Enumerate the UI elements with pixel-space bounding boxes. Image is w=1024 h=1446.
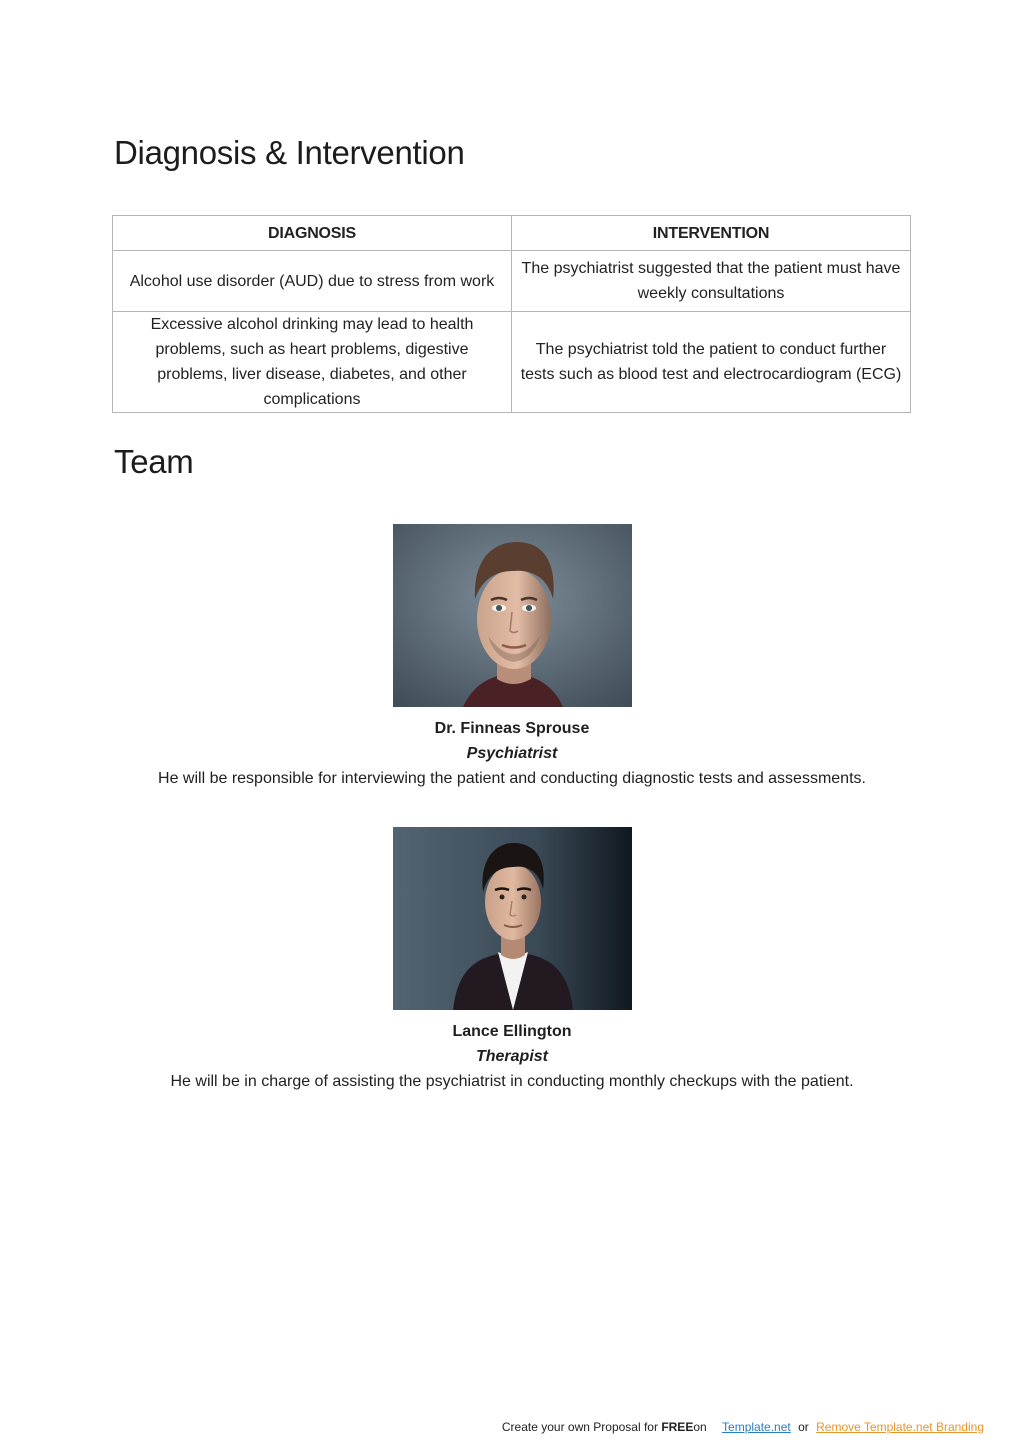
intervention-cell: The psychiatrist suggested that the patient must have weekly consultations	[512, 251, 911, 312]
diagnosis-cell: Excessive alcohol drinking may lead to health problems, such as heart problems, digestive problems, liver disease, diabetes, and other complications	[113, 312, 512, 413]
diagnosis-table	[112, 215, 911, 413]
team-section-title: Team	[114, 443, 194, 480]
team-member	[112, 827, 912, 1094]
team-member-description: He will be in charge of assisting the psychiatrist in conducting monthly checkups with the patient.	[170, 1073, 854, 1090]
footer-prefix: Create your own Proposal for	[501, 1420, 658, 1434]
table-header-row	[113, 216, 911, 251]
intervention-header: INTERVENTION	[512, 216, 911, 251]
table-row	[113, 312, 911, 413]
team-member-role: Psychiatrist	[466, 745, 558, 762]
team-member-name: Dr. Finneas Sprouse	[434, 720, 590, 737]
team-member-name: Lance Ellington	[452, 1023, 572, 1040]
diagnosis-cell: Alcohol use disorder (AUD) due to stress from work	[113, 251, 512, 312]
team-member-photo	[393, 827, 632, 1010]
team-member	[112, 524, 912, 791]
diagnosis-header: DIAGNOSIS	[113, 216, 512, 251]
template-net-link[interactable]: Template.net	[722, 1420, 791, 1434]
footer-on: on	[693, 1420, 707, 1434]
intervention-cell: The psychiatrist told the patient to conduct further tests such as blood test and electrocardiogram (ECG)	[512, 312, 911, 413]
diagnosis-section-title: Diagnosis & Intervention	[114, 134, 465, 171]
team-member-description: He will be responsible for interviewing the patient and conducting diagnostic tests and assessments.	[158, 770, 866, 787]
footer-or: or	[798, 1420, 809, 1434]
remove-branding-link[interactable]: Remove Template.net Branding	[816, 1420, 984, 1434]
team-member-photo	[393, 524, 632, 707]
footer-branding	[502, 1420, 984, 1434]
table-row	[113, 251, 911, 312]
team-member-role: Therapist	[475, 1048, 548, 1065]
footer-free: FREE	[661, 1420, 694, 1434]
